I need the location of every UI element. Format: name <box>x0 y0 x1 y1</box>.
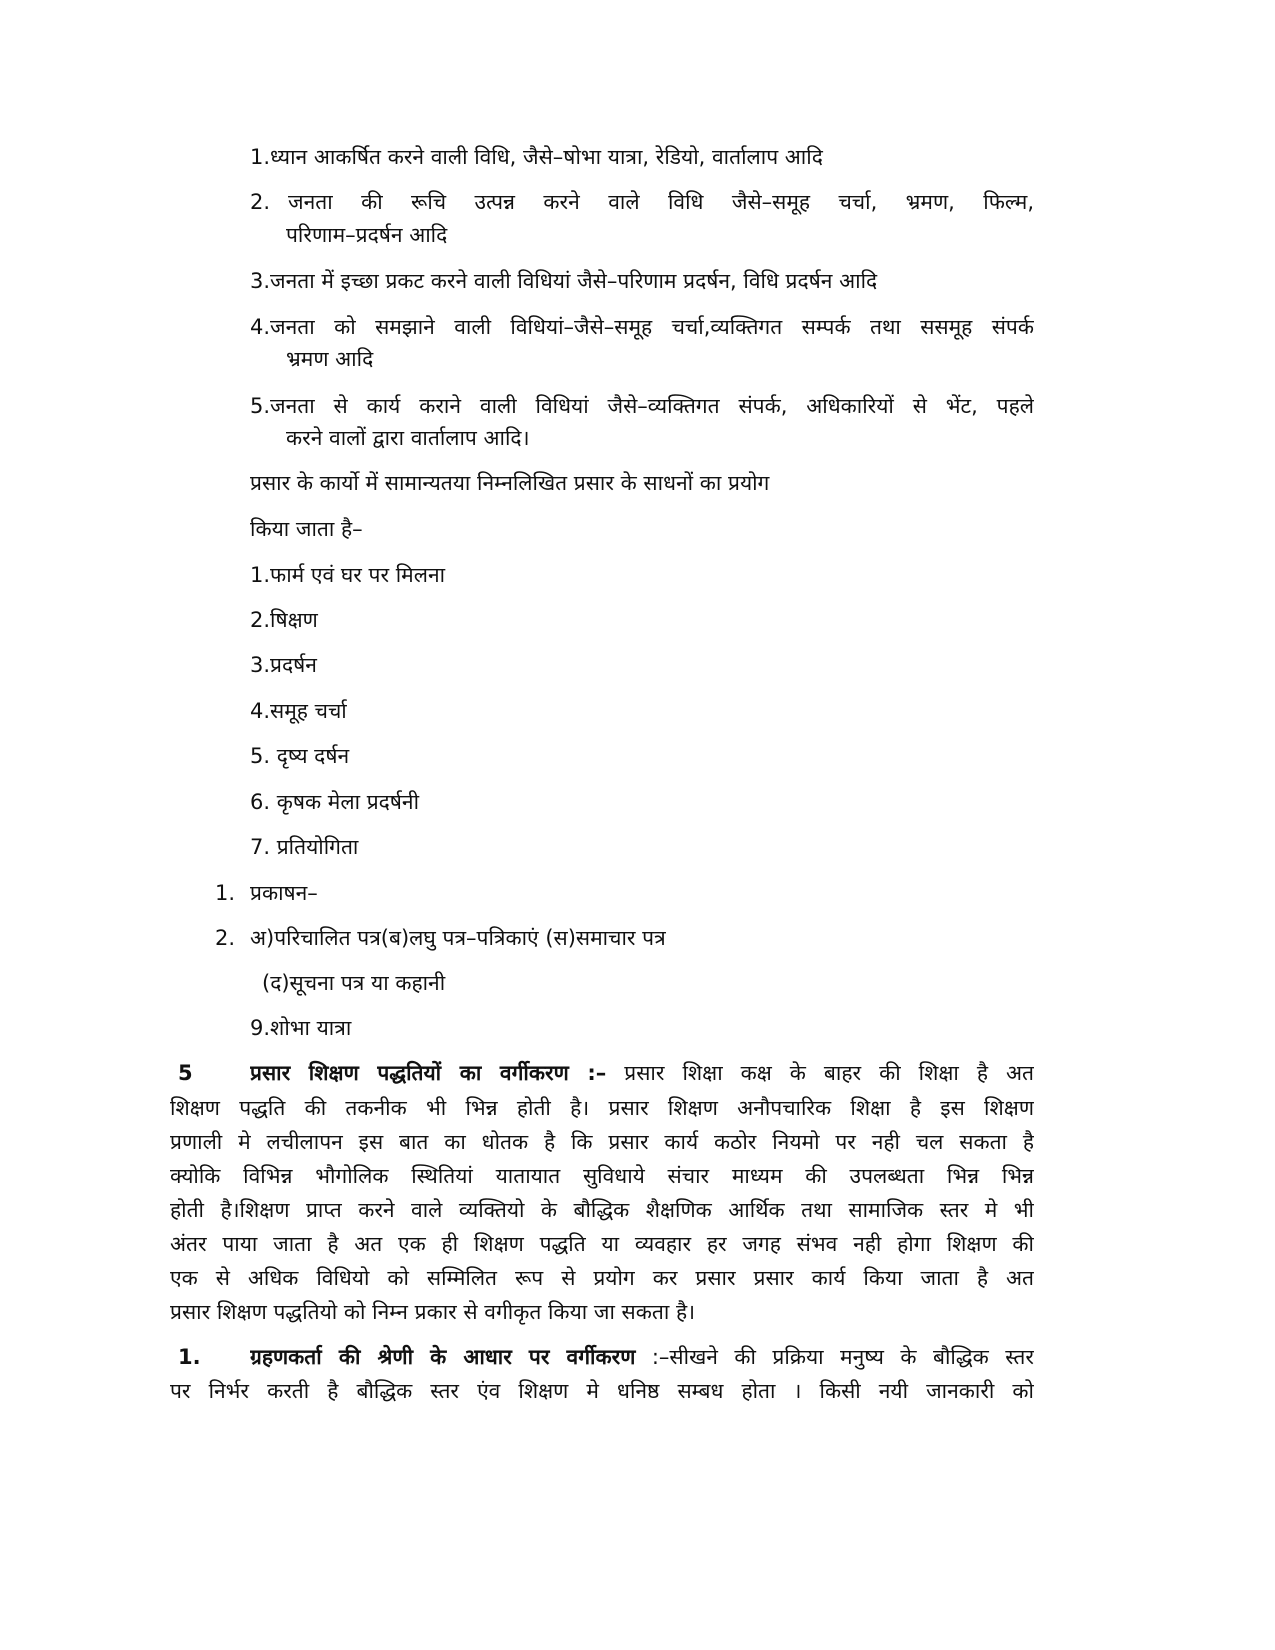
sub-item-2-continuation: (द)सूचना पत्र या कहानी <box>262 971 446 995</box>
means-item-7: 7. प्रतियोगिता <box>250 835 359 859</box>
method-item-2: जनता की रूचि उत्पन्न करने वाले विधि जैसे–समूह चर्चा, भ्रमण, फिल्म, <box>288 190 1034 214</box>
means-item-4: 4.समूह चर्चा <box>250 699 347 723</box>
method-item-1: 1.ध्यान आकर्षित करने वाली विधि, जैसे–षोभा यात्रा, रेडियो, वार्तालाप आदि <box>250 145 823 169</box>
section-1-line: पर निर्भर करती है बौद्धिक स्तर एंव शिक्षण मे धनिष्ठ सम्बध होता । किसी नयी जानकारी को <box>170 1379 1034 1403</box>
sub-item-2: अ)परिचालित पत्र(ब)लघु पत्र–पत्रिकाएं (स)समाचार पत्र <box>250 926 666 950</box>
section-5-line: होती है।शिक्षण प्राप्त करने वाले व्यक्तियो के बौद्धिक शैक्षणिक आर्थिक तथा सामाजिक स्तर मे भी <box>170 1198 1034 1222</box>
means-item-5: 5. दृष्य दर्षन <box>250 744 350 768</box>
section-5-line: अंतर पाया जाता है अत एक ही शिक्षण पद्धति या व्यवहार हर जगह संभव नही होगा शिक्षण की <box>170 1232 1034 1256</box>
means-item-1: 1.फार्म एवं घर पर मिलना <box>250 563 446 587</box>
sub-item-2-number: 2. <box>215 926 236 950</box>
method-item-3: 3.जनता में इच्छा प्रकट करने वाली विधियां जैसे–परिणाम प्रदर्षन, विधि प्रदर्षन आदि <box>250 269 878 293</box>
method-item-4: 4.जनता को समझाने वाली विधियां–जैसे–समूह चर्चा,व्यक्तिगत सम्पर्क तथा ससमूह संपर्क <box>250 315 1034 339</box>
section-5-first-line-text: प्रसार शिक्षा कक्ष के बाहर की शिक्षा है अत <box>624 1061 1034 1085</box>
method-item-5-continuation: करने वालों द्वारा वार्तालाप आदि। <box>286 426 530 450</box>
section-5-last-line: प्रसार शिक्षण पद्धतियो को निम्न प्रकार से वगीकृत किया जा सकता है। <box>170 1300 696 1324</box>
means-item-9: 9.शोभा यात्रा <box>250 1016 352 1040</box>
section-5-number: 5 <box>178 1061 193 1085</box>
means-item-3: 3.प्रदर्षन <box>250 653 317 677</box>
method-item-2-number: 2. <box>250 190 271 214</box>
section-1-number: 1. <box>178 1345 201 1369</box>
method-item-4-continuation: भ्रमण आदि <box>286 347 374 371</box>
section-5-line: प्रणाली मे लचीलापन इस बात का धोतक है कि प्रसार कार्य कठोर नियमो पर नही चल सकता है <box>170 1130 1034 1154</box>
section-5-heading: प्रसार शिक्षण पद्धतियों का वर्गीकरण :– <box>250 1061 607 1085</box>
means-intro: प्रसार के कार्यो में सामान्यतया निम्नलिखित प्रसार के साधनों का प्रयोग <box>250 471 770 495</box>
section-5-line: एक से अधिक विधियो को सम्मिलित रूप से प्रयोग कर प्रसार प्रसार कार्य किया जाता है अत <box>170 1266 1034 1290</box>
section-5-line: शिक्षण पद्धति की तकनीक भी भिन्न होती है। प्रसार शिक्षण अनौपचारिक शिक्षा है इस शिक्षण <box>170 1096 1034 1120</box>
sub-item-1: प्रकाषन– <box>250 881 318 905</box>
means-intro-continuation: किया जाता है– <box>250 517 363 541</box>
method-item-2-continuation: परिणाम–प्रदर्षन आदि <box>286 223 448 247</box>
section-1-heading: ग्रहणकर्ता की श्रेणी के आधार पर वर्गीकरण <box>250 1345 636 1369</box>
method-item-5: 5.जनता से कार्य कराने वाली विधियां जैसे–व्यक्तिगत संपर्क, अधिकारियों से भेंट, पहले <box>250 394 1034 418</box>
section-1-first-line-text: :–सीखने की प्रक्रिया मनुष्य के बौद्धिक स्तर <box>651 1345 1034 1369</box>
section-1-first-line <box>250 1342 1034 1372</box>
sub-item-1-number: 1. <box>215 881 236 905</box>
section-5-line: क्योकि विभिन्न भौगोलिक स्थितियां यातायात सुविधाये संचार माध्यम की उपलब्धता भिन्न भिन्न <box>170 1164 1034 1188</box>
means-item-2: 2.षिक्षण <box>250 608 318 632</box>
section-5-first-line <box>250 1058 1034 1088</box>
means-item-6: 6. कृषक मेला प्रदर्षनी <box>250 790 420 814</box>
